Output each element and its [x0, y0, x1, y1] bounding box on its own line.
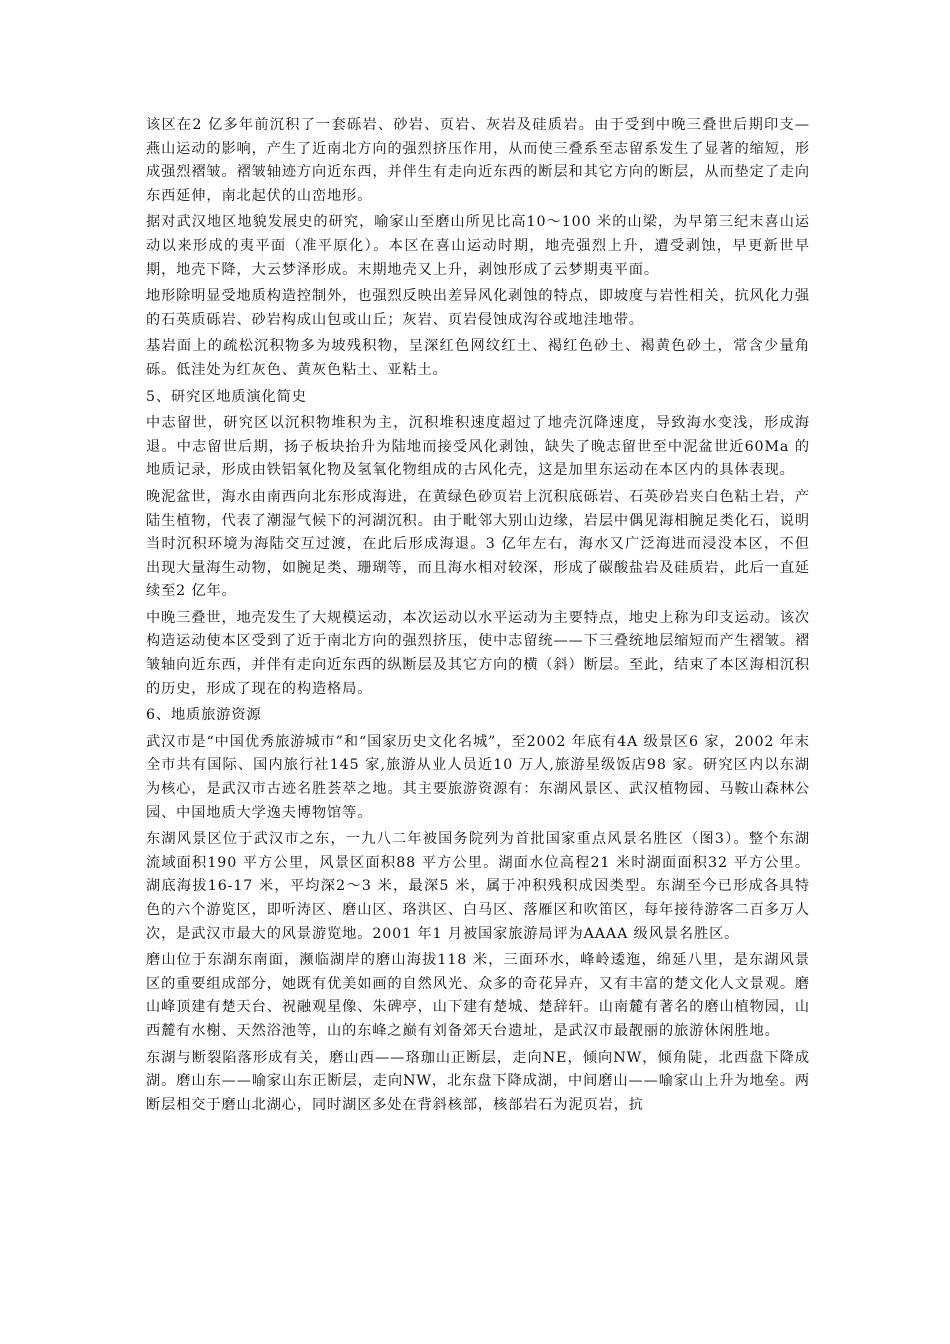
paragraph-wuhan-tourism: 武汉市是“中国优秀旅游城市”和“国家历史文化名城”，至2002 年底有4A 级景区6 家，2002 年末全市共有国际、国内旅行社145 家,旅游从业人员近10 万人,旅游星级饭店98 家。研究区内以东湖为核心，是武汉市古迹名胜荟萃之地。其主要旅游资源有：东湖风景区、武汉植物园、马鞍山森林公园、中国地质大学逸夫博物馆等。: [146, 733, 810, 821]
paragraph-loose-sediments: 基岩面上的疏松沉积物多为坡残积物，呈深红色网纹红土、褐红色砂土、褐黄色砂土，常含少量角砾。低洼处为红灰色、黄灰色粘土、亚粘土。: [146, 338, 810, 378]
paragraph-east-lake-faults: 东湖与断裂陷落形成有关，磨山西——珞珈山正断层，走向NE，倾向NW，倾角陡，北西盘下降成湖。磨山东——喻家山东正断层，走向NW，北东盘下降成湖，中间磨山——喻家山上升为地垒。两断层相交于磨山北湖心，同时湖区多处在背斜核部，核部岩石为泥页岩，抗: [146, 1049, 810, 1113]
document-page: [146, 114, 810, 1120]
section-heading-geologic-evolution: 5、研究区地质演化简史: [146, 388, 307, 405]
paragraph-east-lake: 东湖风景区位于武汉市之东，一九八二年被国务院列为首批国家重点风景名胜区（图3）。整个东湖流域面积190 平方公里，风景区面积88 平方公里。湖面水位高程21 米时湖面面积32 平方公里。湖底海拔16-17 米，平均深2～3 米，最深5 米，属于冲积残积成因类型。东湖至今已形成各具特色的六个游览区，即听涛区、磨山区、珞洪区、白马区、落雁区和吹笛区，每年接待游客二百多万人次，是武汉市最大的风景游览地。2001 年1 月被国家旅游局评为AAAA 级风景名胜区。: [146, 831, 810, 942]
paragraph-terrain-weathering: 地形除明显受地质构造控制外，也强烈反映出差异风化剥蚀的特点，即坡度与岩性相关，抗风化力强的石英质砾岩、砂岩构成山包或山丘；灰岩、页岩侵蚀成沟谷或地洼地带。: [146, 288, 810, 328]
paragraph-triassic-movement: 中晚三叠世，地壳发生了大规模运动，本次运动以水平运动为主要特点，地史上称为印支运动。该次构造运动使本区受到了近于南北方向的强烈挤压，使中志留统——下三叠统地层缩短而产生褶皱。褶皱轴向近东西，并伴有走向近东西的纵断层及其它方向的横（斜）断层。至此，结束了本区海相沉积的历史，形成了现在的构造格局。: [146, 609, 810, 697]
paragraph-middle-silurian: 中志留世，研究区以沉积物堆积为主，沉积堆积速度超过了地壳沉降速度，导致海水变浅，形成海退。中志留世后期，扬子板块抬升为陆地而接受风化剥蚀，缺失了晚志留世至中泥盆世近60Ma 的地质记录，形成由铁铝氧化物及氢氧化物组成的古风化壳，这是加里东运动在本区内的具体表现。: [146, 415, 810, 479]
paragraph-sedimentary-history: 该区在2 亿多年前沉积了一套砾岩、砂岩、页岩、灰岩及硅质岩。由于受到中晚三叠世后期印支—燕山运动的影响，产生了近南北方向的强烈挤压作用，从而使三叠系至志留系发生了显著的缩短，形成强烈褶皱。褶皱轴迹方向近东西，并伴生有走向近东西的断层和其它方向的断层，从而垫定了走向东西延伸，南北起伏的山峦地形。: [146, 117, 810, 204]
section-heading-tourism-resources: 6、地质旅游资源: [146, 707, 262, 724]
paragraph-late-devonian: 晚泥盆世，海水由南西向北东形成海进，在黄绿色砂页岩上沉积底砾岩、石英砂岩夹白色粘土岩，产陆生植物，代表了潮湿气候下的河湖沉积。由于毗邻大别山边缘，岩层中偶见海相腕足类化石，说明当时沉积环境为海陆交互过渡，在此后形成海退。3 亿年左右，海水又广泛海进而浸没本区，不但出现大量海生动物，如腕足类、珊瑚等，而且海水相对较深，形成了碳酸盐岩及硅质岩，此后一直延续至2 亿年。: [146, 488, 810, 600]
paragraph-geomorphology-history: 据对武汉地区地貌发展史的研究，喻家山至磨山所见比高10～100 米的山梁，为早第三纪末喜山运动以来形成的夷平面（准平原化）。本区在喜山运动时期，地壳强烈上升，遭受剥蚀，早更新世早期，地壳下降，大云梦泽形成。末期地壳又上升，剥蚀形成了云梦期夷平面。: [146, 214, 810, 278]
paragraph-moshan: 磨山位于东湖东南面，濒临湖岸的磨山海拔118 米，三面环水，峰岭逶迤，绵延八里，是东湖风景区的重要组成部分，她既有优美如画的自然风光、众多的奇花异卉，又有丰富的楚文化人文景观。磨山峰顶建有楚天台、祝融观星像、朱碑亭，山下建有楚城、楚辞轩。山南麓有著名的磨山植物园，山西麓有水榭、天然浴池等，山的东峰之巅有刘备郊天台遗址，是武汉市最靓丽的旅游休闲胜地。: [146, 952, 810, 1039]
